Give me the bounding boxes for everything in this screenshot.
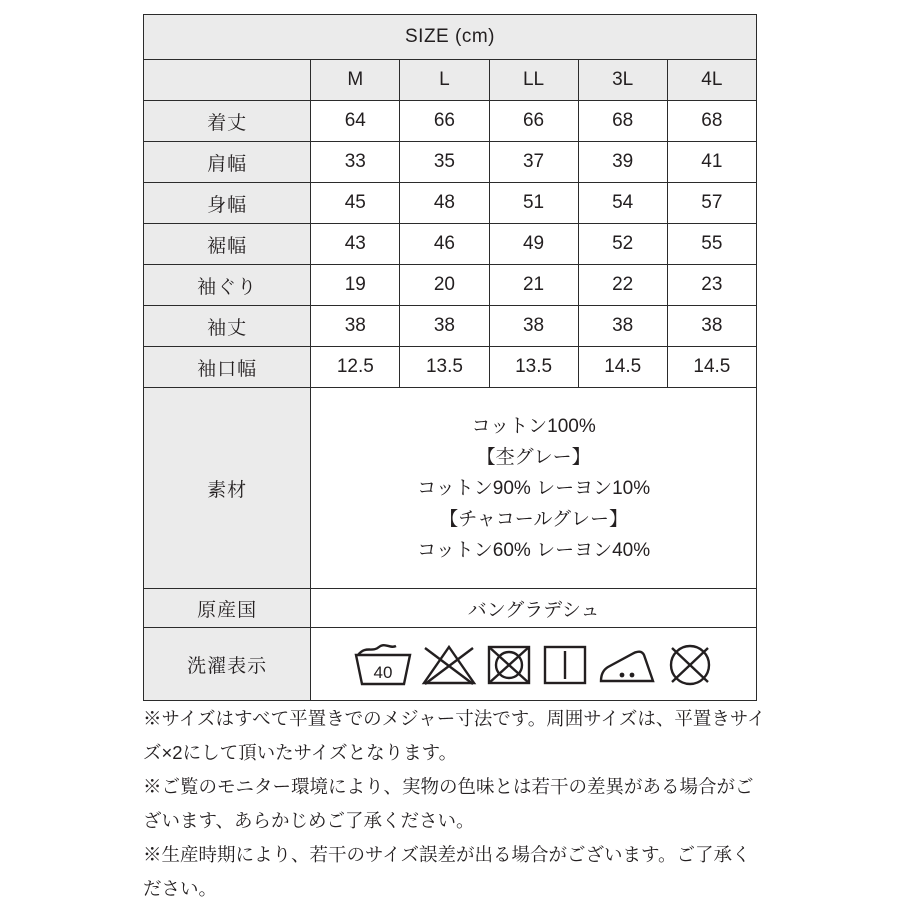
cell-value: 51: [489, 183, 578, 224]
row-label-susohaba: 裾幅: [144, 224, 311, 265]
no-bleach-icon: [420, 639, 478, 689]
wash-symbols-group: [311, 639, 756, 689]
row-label-kitake: 着丈: [144, 101, 311, 142]
table-row-title: [144, 15, 757, 60]
cell-value: 14.5: [667, 347, 756, 388]
cell-value: 21: [489, 265, 578, 306]
cell-value: 19: [311, 265, 400, 306]
note-line: ※サイズはすべて平置きでのメジャー寸法です。周囲サイズは、平置きサイズ×2にして頂いたサイズとなります。: [143, 708, 766, 763]
table-row-header: [144, 60, 757, 101]
cell-value: 45: [311, 183, 400, 224]
note-line: ※ご覧のモニター環境により、実物の色味とは若干の差異がある場合がございます、あらかじめご了承ください。: [143, 776, 754, 831]
drip-dry-line-icon: [540, 639, 590, 689]
row-label-soteguri: 袖ぐり: [144, 265, 311, 306]
cell-value: 48: [400, 183, 489, 224]
cell-value: 13.5: [489, 347, 578, 388]
cell-value: 57: [667, 183, 756, 224]
cell-value: 52: [578, 224, 667, 265]
cell-value: 64: [311, 101, 400, 142]
material-line: 【チャコールグレー】: [439, 508, 628, 530]
material-content: [311, 388, 757, 589]
table-row: [144, 142, 757, 183]
row-label-sodetake: 袖丈: [144, 306, 311, 347]
column-header-ll: LL: [489, 60, 578, 101]
origin-value: バングラデシュ: [311, 589, 757, 628]
cell-value: 68: [578, 101, 667, 142]
cell-value: 14.5: [578, 347, 667, 388]
column-header-3l: 3L: [578, 60, 667, 101]
table-row: [144, 306, 757, 347]
cell-value: 35: [400, 142, 489, 183]
cell-value: 66: [489, 101, 578, 142]
cell-value: 68: [667, 101, 756, 142]
row-label-wash: 洗濯表示: [144, 628, 311, 701]
cell-value: 23: [667, 265, 756, 306]
cell-value: 22: [578, 265, 667, 306]
table-row-material: [144, 388, 757, 589]
wash-symbols-cell: [311, 628, 757, 701]
row-label-mihaba: 身幅: [144, 183, 311, 224]
iron-low-icon: [596, 639, 658, 689]
cell-value: 13.5: [400, 347, 489, 388]
material-line: 【杢グレー】: [476, 446, 591, 468]
size-table: [143, 14, 757, 701]
svg-text:40: 40: [373, 663, 393, 682]
column-header-4l: 4L: [667, 60, 756, 101]
cell-value: 43: [311, 224, 400, 265]
row-label-origin: 原産国: [144, 589, 311, 628]
no-dryclean-icon: [664, 639, 716, 689]
page-title: SIZE (cm): [144, 15, 757, 60]
table-row: [144, 265, 757, 306]
note-line: ※生産時期により、若干のサイズ誤差が出る場合がございます。ご了承ください。: [143, 844, 751, 899]
cell-value: 55: [667, 224, 756, 265]
table-row: [144, 183, 757, 224]
header-corner-cell: [144, 60, 311, 101]
cell-value: 49: [489, 224, 578, 265]
material-line: コットン90% レーヨン10%: [417, 477, 651, 499]
cell-value: 20: [400, 265, 489, 306]
row-label-material: 素材: [144, 388, 311, 589]
table-row: [144, 347, 757, 388]
table-row: [144, 224, 757, 265]
table-row-origin: [144, 589, 757, 628]
column-header-m: M: [311, 60, 400, 101]
cell-value: 54: [578, 183, 667, 224]
cell-value: 37: [489, 142, 578, 183]
notes-block: [143, 702, 768, 906]
wash-40-icon: [352, 639, 414, 689]
size-table-container: [143, 14, 757, 701]
cell-value: 46: [400, 224, 489, 265]
table-row-wash: [144, 628, 757, 701]
cell-value: 39: [578, 142, 667, 183]
cell-value: 33: [311, 142, 400, 183]
cell-value: 38: [667, 306, 756, 347]
cell-value: 41: [667, 142, 756, 183]
no-tumble-dry-icon: [484, 639, 534, 689]
material-line: コットン100%: [471, 415, 596, 437]
cell-value: 12.5: [311, 347, 400, 388]
row-label-sodeguchihaba: 袖口幅: [144, 347, 311, 388]
material-line: コットン60% レーヨン40%: [417, 539, 651, 561]
cell-value: 38: [578, 306, 667, 347]
column-header-l: L: [400, 60, 489, 101]
cell-value: 66: [400, 101, 489, 142]
cell-value: 38: [311, 306, 400, 347]
cell-value: 38: [489, 306, 578, 347]
table-row: [144, 101, 757, 142]
row-label-katahaba: 肩幅: [144, 142, 311, 183]
cell-value: 38: [400, 306, 489, 347]
